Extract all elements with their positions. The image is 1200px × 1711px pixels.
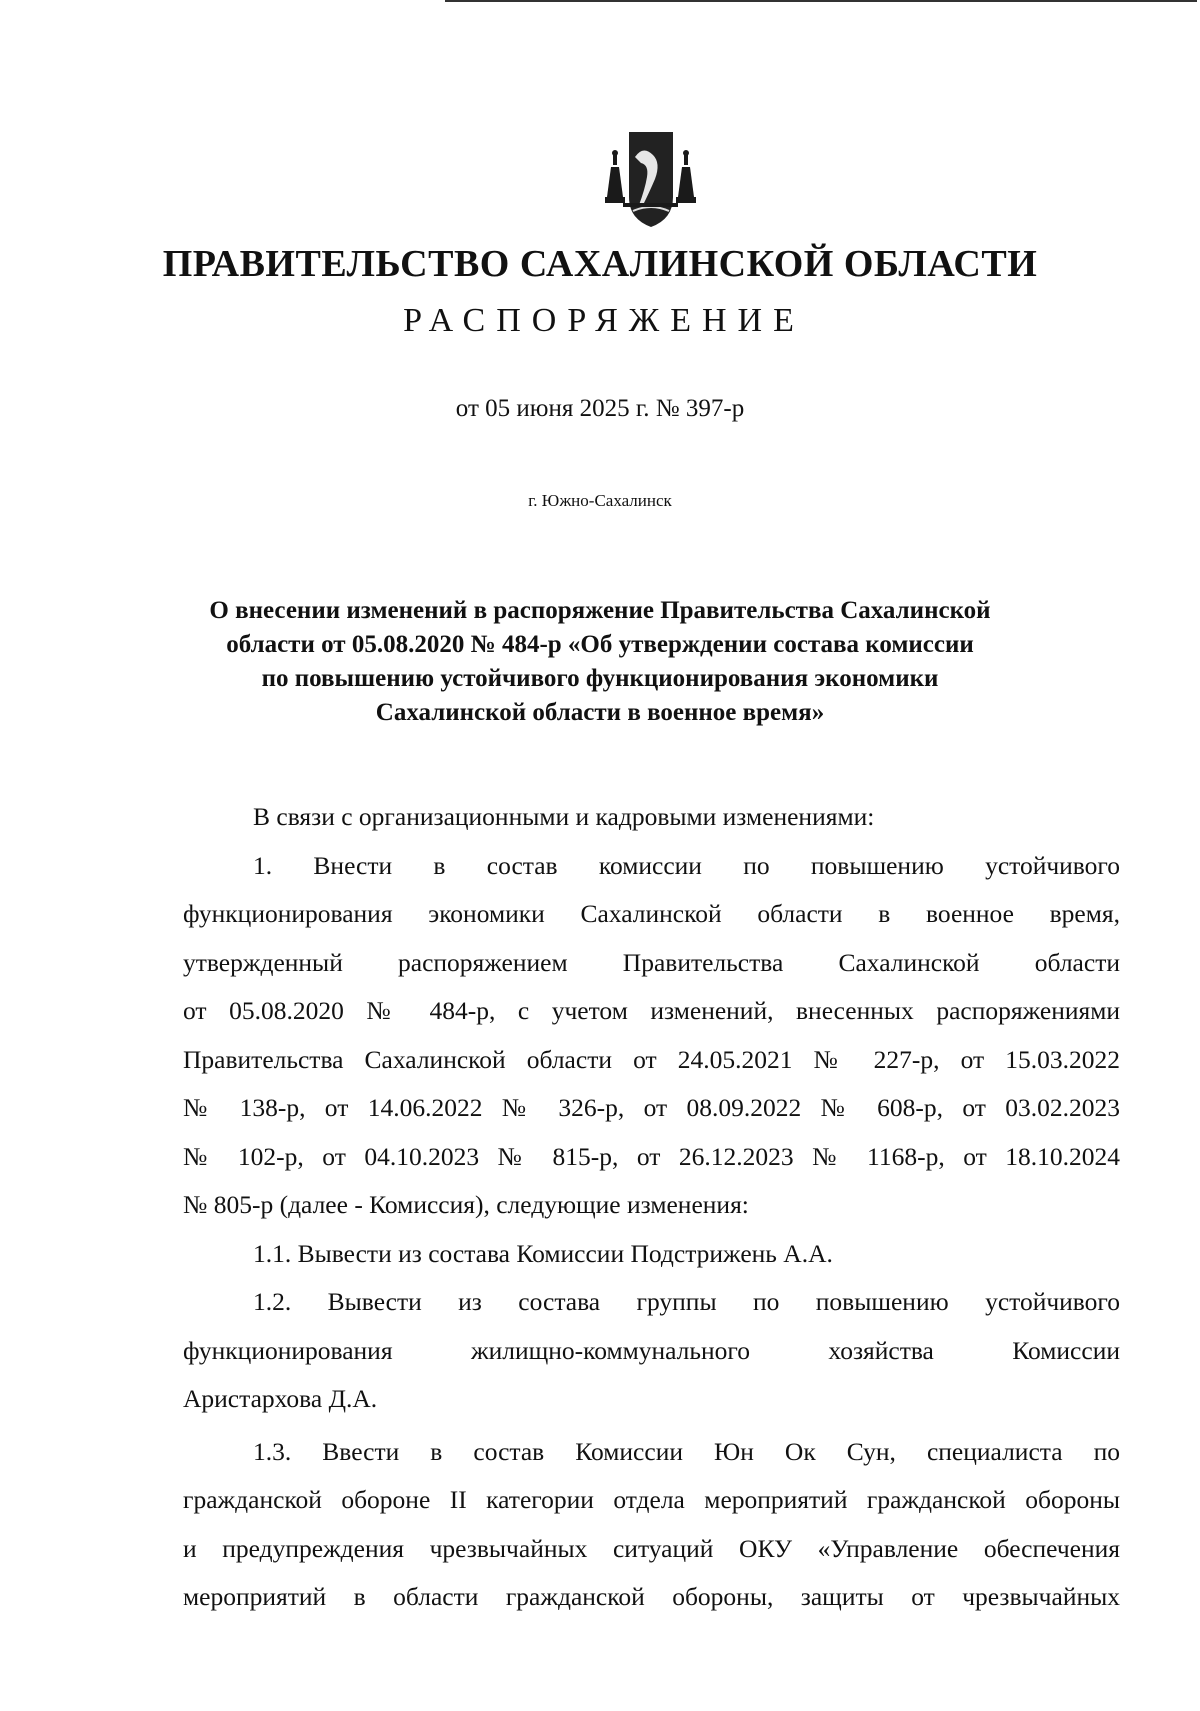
sakhalin-coat-of-arms-icon — [603, 127, 698, 230]
paragraph-1-line: 1. Внести в состав комиссии по повышению устойчивого — [253, 850, 1120, 880]
subject-line: по повышению устойчивого функционирования экономики — [261, 665, 939, 692]
paragraph-1-1: 1.1. Вывести из состава Комиссии Подстрижень А.А. — [253, 1238, 833, 1268]
organization-title: ПРАВИТЕЛЬСТВО САХАЛИНСКОЙ ОБЛАСТИ — [162, 243, 1038, 285]
paragraph-1-3-line: 1.3. Ввести в состав Комиссии Юн Ок Сун, специалиста по — [253, 1436, 1120, 1466]
paragraph-1-line: № 138-р, от 14.06.2022 № 326-р, от 08.09.2022 № 608-р, от 03.02.2023 — [183, 1093, 1120, 1122]
paragraph-1-line: № 805-р (далее - Комиссия), следующие изменения: — [183, 1190, 749, 1219]
paragraph-1-3-line: гражданской обороне II категории отдела мероприятий гражданской обороны — [183, 1485, 1120, 1514]
paragraph-1-line: утвержденный распоряжением Правительства Сахалинской области — [183, 947, 1120, 977]
paragraph-1-2-line: 1.2. Вывести из состава группы по повышению устойчивого — [253, 1287, 1120, 1316]
paragraph-1-3-line: и предупреждения чрезвычайных ситуаций ОКУ «Управление обеспечения — [183, 1533, 1120, 1563]
paragraph-1-line: Правительства Сахалинской области от 24.05.2021 № 227-р, от 15.03.2022 — [183, 1044, 1120, 1074]
paragraph-1-line: от 05.08.2020 № 484-р, с учетом изменений, внесенных распоряжениями — [183, 996, 1120, 1025]
subject-line: О внесении изменений в распоряжение Правительства Сахалинской — [209, 597, 991, 624]
paragraph-1-2-line: функционирования жилищно-коммунального хозяйства Комиссии — [183, 1335, 1120, 1365]
paragraph-1-line: № 102-р, от 04.10.2023 № 815-р, от 26.12.2023 № 1168-р, от 18.10.2024 — [183, 1141, 1120, 1171]
paragraph-1-2-line: Аристархова Д.А. — [183, 1384, 378, 1413]
document-type: РАСПОРЯЖЕНИЕ — [403, 302, 805, 339]
document-city: г. Южно-Сахалинск — [528, 491, 672, 510]
document-subject — [180, 594, 1020, 730]
subject-line: Сахалинской области в военное время» — [375, 699, 825, 726]
paragraph-1-line: функционирования экономики Сахалинской области в военное время, — [183, 899, 1120, 928]
subject-line: области от 05.08.2020 № 484-р «Об утверждении состава комиссии — [226, 631, 974, 658]
intro-paragraph: В связи с организационными и кадровыми изменениями: — [253, 802, 875, 831]
top-border-line — [445, 0, 1197, 2]
paragraph-1-3-line: мероприятий в области гражданской обороны, защиты от чрезвычайных — [183, 1582, 1120, 1611]
document-date-number: от 05 июня 2025 г. № 397-р — [455, 395, 745, 422]
document-body — [183, 793, 1120, 1622]
